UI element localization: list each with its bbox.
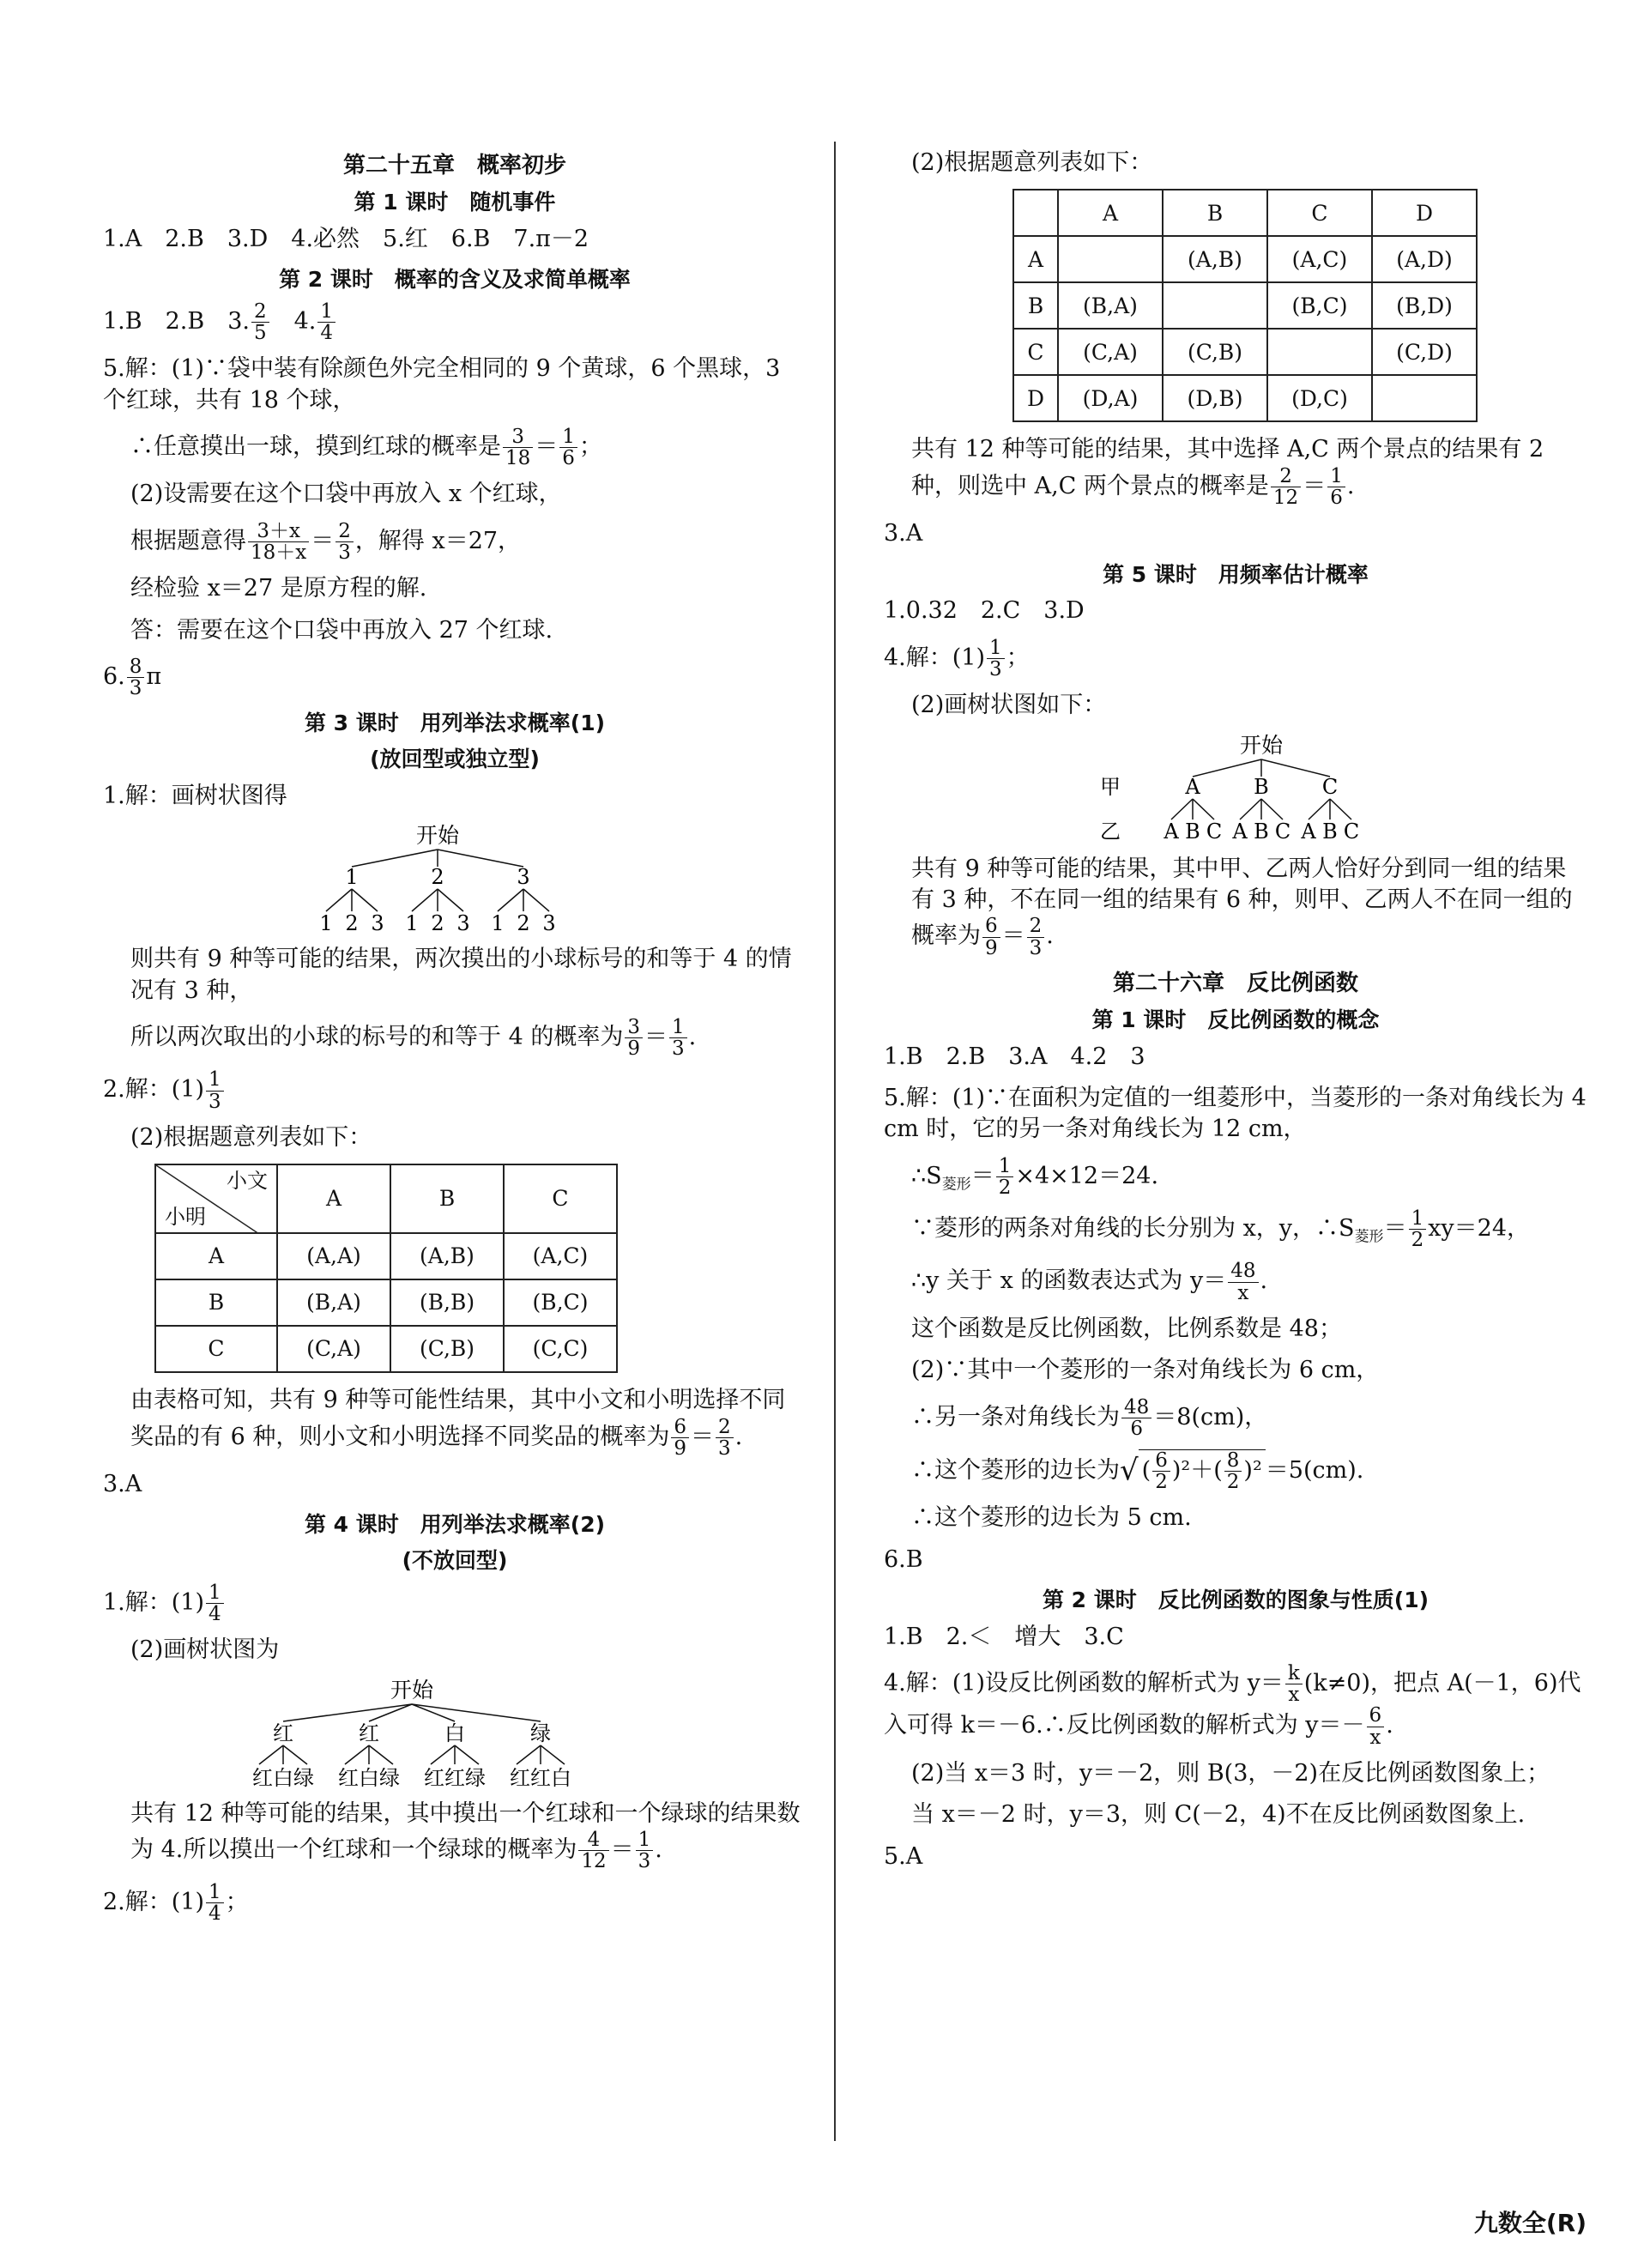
tree-diagram-3	[1098, 732, 1390, 844]
text: )²＋(	[1171, 1456, 1223, 1484]
row-header: C	[1013, 329, 1058, 375]
row-header: D	[1013, 375, 1058, 421]
numerator: 6	[1367, 1705, 1385, 1727]
table-corner-cell	[155, 1164, 277, 1233]
tree-leaf: 1	[491, 911, 505, 934]
table-cell: (C,A)	[277, 1326, 390, 1372]
numerator: 6	[1152, 1450, 1170, 1472]
c26-q5-line7	[884, 1397, 1587, 1439]
tree-root: 开始	[1239, 732, 1284, 758]
numerator: 3＋x	[248, 521, 309, 542]
fraction	[206, 1582, 224, 1624]
numerator: 1	[1327, 466, 1345, 487]
numerator: 1	[206, 1882, 224, 1903]
r-text1: 共有 12 种等可能的结果，其中选择 A,C 两个景点的结果有 2 种，则选中 A,C 两个景点的概率是 $\frac{2}{12}$ ＝ $\frac{1}{6}$ .	[911, 436, 1544, 510]
text: )²	[1243, 1456, 1262, 1484]
text: 6.	[103, 663, 125, 691]
col-header: A	[1058, 190, 1163, 236]
table-header-row	[155, 1164, 617, 1233]
text: ∵菱形的两条对角线的长分别为 x，y，∴S	[911, 1215, 1355, 1243]
denominator: 3	[989, 657, 1002, 680]
tree-leaf: B	[1185, 819, 1200, 844]
numerator: 1	[669, 1017, 687, 1038]
text: 共有 12 种等可能的结果，其中选择 A,C 两个景点的结果有 2 种，则选中 A,C 两个景点的概率是	[911, 436, 1544, 500]
table-row	[1013, 329, 1477, 375]
numerator: 48	[1121, 1397, 1151, 1418]
sqrt-radicand	[1139, 1449, 1266, 1492]
l3-q2-line2: (2)根据题意列表如下：	[130, 1123, 372, 1151]
tree-leaf: 1	[405, 911, 419, 934]
tree-branch: 1	[345, 865, 359, 890]
corner-bottom-label: 小明	[165, 1204, 206, 1229]
fraction	[1285, 1663, 1303, 1705]
l4-q1	[103, 1582, 807, 1624]
table-cell: (A,B)	[1163, 236, 1267, 282]
table-cell	[1267, 329, 1372, 375]
l3-q1: 1.解：画树状图得	[103, 782, 287, 809]
table-cell: (B,C)	[504, 1279, 617, 1326]
fraction	[1228, 1261, 1258, 1303]
lesson-1-answers: 1.A 2.B 3.D 4.必然 5.红 6.B 7.π－2	[103, 225, 589, 252]
table-cell: (C,C)	[504, 1326, 617, 1372]
numerator: 1	[1409, 1208, 1427, 1230]
numerator: 6	[982, 916, 1000, 937]
text: .	[1346, 473, 1355, 500]
l4-q1-line2: (2)画树状图为	[130, 1636, 280, 1664]
text: (	[1141, 1456, 1151, 1484]
corner-top-label: 小文	[227, 1169, 268, 1194]
tree-leaf: 3	[371, 911, 384, 934]
numerator: 1	[987, 638, 1005, 659]
tree-branch: C	[1321, 774, 1339, 799]
lesson-5-title: 第 5 课时 用频率估计概率	[1103, 561, 1369, 587]
text: .	[1386, 1712, 1393, 1739]
table-row	[1013, 236, 1477, 282]
text: 共有 12 种等可能的结果，其中摸出一个红球和一个绿球的结果数为 4.所以摸出一个红球和一个绿球的概率为	[130, 1799, 801, 1864]
tree-diagram-2	[232, 1677, 592, 1788]
tree-leaf: 红红白	[510, 1765, 571, 1788]
text: ＝5(cm).	[1265, 1456, 1364, 1484]
table-cell	[1163, 282, 1267, 329]
fraction	[1271, 466, 1301, 508]
fraction	[1367, 1705, 1385, 1747]
table-cell: (B,B)	[390, 1279, 504, 1326]
r-line1: (2)根据题意列表如下：	[911, 149, 1153, 176]
denominator: 2	[998, 1176, 1012, 1199]
tree-root: 开始	[415, 823, 460, 849]
denominator: 3	[1029, 936, 1043, 959]
table-cell: (B,A)	[277, 1279, 390, 1326]
lesson-2-answers	[103, 301, 807, 343]
fraction	[982, 916, 1000, 958]
numerator: 1	[317, 301, 335, 323]
denominator: 12	[581, 1850, 607, 1873]
text: 所以两次取出的小球的标号的和等于 4 的概率为	[130, 1024, 624, 1051]
fraction	[669, 1017, 687, 1059]
fraction	[636, 1830, 654, 1872]
c26-lesson-1-answers: 1.B 2.B 3.A 4.2 3	[884, 1043, 1145, 1070]
fraction	[317, 301, 335, 343]
table-cell: (A,C)	[504, 1233, 617, 1279]
table-cell: (A,A)	[277, 1233, 390, 1279]
q6-answer	[103, 656, 807, 699]
right-column	[884, 148, 1587, 1883]
text: ；	[578, 433, 602, 461]
fraction	[127, 656, 145, 699]
lesson-5-answers: 1.0.32 2.C 3.D	[884, 597, 1085, 625]
tree-leaf: 红红绿	[424, 1765, 486, 1788]
denominator: 4	[209, 1602, 221, 1625]
fraction	[559, 426, 577, 469]
fraction	[206, 1069, 224, 1111]
tree-leaf: 2	[345, 911, 359, 934]
c26-q5-line2	[884, 1156, 1587, 1198]
numerator: 2	[335, 521, 354, 542]
numerator: 1	[206, 1069, 224, 1091]
table-row	[155, 1279, 617, 1326]
text: .	[1046, 922, 1054, 950]
page-footer-label: 九数全(R)	[1473, 2209, 1587, 2237]
text: .	[688, 1024, 697, 1051]
table-corner-cell	[1013, 190, 1058, 236]
r-q3: 3.A	[884, 520, 923, 547]
tree-branch: B	[1254, 774, 1269, 799]
l3-q1-text1: 则共有 9 种等可能的结果，两次摸出的小球标号的和等于 4 的情况有 3 种，	[130, 946, 792, 1004]
q5-line5: 经检验 x＝27 是原方程的解.	[130, 575, 427, 602]
denominator: 4	[209, 1902, 221, 1926]
text: 由表格可知，共有 9 种等可能性结果，其中小文和小明选择不同奖品的有 6 种，则小文和小明选择不同奖品的概率为	[130, 1387, 786, 1450]
lesson-4-title: 第 4 课时 用列举法求概率(2)	[304, 1512, 606, 1538]
text: 共有 9 种等可能的结果，其中甲、乙两人恰好分到同一组的结果有 3 种，不在同一组的结果有 6 种，则甲、乙两人不在同一组的概率为	[911, 855, 1573, 950]
tree-branch: 白	[444, 1721, 465, 1745]
l4-q1-conclusion: 共有 12 种等可能的结果，其中摸出一个红球和一个绿球的结果数为 4.所以摸出一个红球和一个绿球的概率为 $\frac{4}{12}$ ＝ $\frac{1}{3}$ .	[130, 1799, 801, 1873]
fraction	[987, 638, 1005, 680]
fraction	[578, 1830, 608, 1872]
denominator: 2	[1226, 1470, 1240, 1493]
col-header: C	[504, 1164, 617, 1233]
numerator: 3	[625, 1017, 643, 1038]
text: π	[146, 663, 162, 691]
fraction	[206, 1882, 224, 1924]
table-cell: (C,D)	[1372, 329, 1477, 375]
numerator: 8	[127, 656, 145, 678]
c26-q5-line3	[884, 1208, 1587, 1250]
tree-leaf: 3	[542, 911, 556, 934]
l3-q2	[103, 1069, 807, 1111]
denominator: 18	[505, 447, 531, 470]
c26l2-q4-line3: 当 x＝－2 时，y＝3，则 C(－2，4)不在反比例函数图象上.	[911, 1801, 1526, 1829]
l3-q2-conclusion: 由表格可知，共有 9 种等可能性结果，其中小文和小明选择不同奖品的有 6 种，则小文和小明选择不同奖品的概率为 $\frac{6}{9}$ ＝ $\frac{2}{3}$ .	[130, 1387, 786, 1460]
denominator: 6	[1330, 487, 1343, 510]
tree-branch: 绿	[530, 1721, 551, 1745]
text: ，解得 x＝27，	[354, 528, 522, 555]
chapter-26-title: 第二十六章 反比例函数	[1112, 970, 1358, 996]
table-cell: (A,B)	[390, 1233, 504, 1279]
l4-q2	[103, 1882, 807, 1924]
answer-text: 1.B 2.B 3.	[103, 308, 250, 336]
q5-line1: 5.解：(1)∵袋中装有除颜色外完全相同的 9 个黄球，6 个黑球，3 个红球，共有 18 个球，	[103, 355, 781, 414]
tree-leaf: 红白绿	[338, 1765, 400, 1788]
table-cell: (B,A)	[1058, 282, 1163, 329]
text: ＝	[1383, 1215, 1407, 1243]
col-header: A	[277, 1164, 390, 1233]
table-cell	[1372, 375, 1477, 421]
table-cell	[1058, 236, 1163, 282]
denominator: x	[1237, 1281, 1249, 1304]
denominator: 2	[1411, 1229, 1424, 1252]
tree-leaf: 2	[431, 911, 444, 934]
c26l2-q5: 5.A	[884, 1842, 923, 1870]
table-row	[155, 1326, 617, 1372]
chapter-25-title: 第二十五章 概率初步	[342, 153, 566, 178]
table-cell: (B,C)	[1267, 282, 1372, 329]
numerator: 1	[559, 426, 577, 448]
text: ＝	[970, 1162, 994, 1189]
lesson-2-title: 第 2 课时 概率的含义及求简单概率	[279, 267, 631, 293]
q5-line6: 答：需要在这个口袋中再放入 27 个红球.	[130, 616, 553, 644]
text: .	[655, 1836, 662, 1864]
c26-q5-line6: (2)∵其中一个菱形的一条对角线长为 6 cm，	[911, 1357, 1380, 1384]
col-header: B	[390, 1164, 504, 1233]
tree-leaf: A	[1301, 819, 1316, 844]
tree-branch: 红	[273, 1721, 293, 1745]
tree-level-label: 甲	[1100, 774, 1121, 799]
fraction	[716, 1417, 734, 1459]
fraction	[251, 301, 269, 343]
denominator: 6	[562, 447, 575, 470]
table-cell: (C,B)	[390, 1326, 504, 1372]
denominator: 2	[1155, 1470, 1168, 1493]
c26l2-q4-line1	[884, 1663, 1587, 1748]
denominator: 3	[209, 1090, 221, 1113]
q5-line2: ∴任意摸出一球，摸到红球的概率是 $\frac{3}{18}$ ＝ $\frac{1}{6}$ ；	[130, 426, 602, 470]
text: (k≠0)，把点 A(－1，6)代入可得 k＝－6.∴反比例函数的解析式为 y＝－	[884, 1670, 1581, 1739]
tree-level-label: 乙	[1100, 819, 1121, 844]
text: 1.解：(1)	[103, 1588, 205, 1616]
text: 4.解：(1)	[884, 644, 986, 671]
table-cell: (B,D)	[1372, 282, 1477, 329]
subscript: 菱形	[1354, 1228, 1384, 1246]
text: 根据题意得	[130, 528, 246, 555]
fraction	[1027, 916, 1045, 958]
text: .	[1260, 1267, 1268, 1295]
c26-lesson-1-title: 第 1 课时 反比例函数的概念	[1091, 1007, 1380, 1032]
table-row	[155, 1233, 617, 1279]
text: ×4×12＝24.	[1015, 1162, 1159, 1189]
tree-branch: 3	[517, 865, 530, 890]
fraction	[1327, 466, 1345, 508]
denominator: x	[1369, 1726, 1381, 1749]
col-header: D	[1372, 190, 1477, 236]
numerator: 2	[251, 301, 269, 323]
denominator: 3	[717, 1436, 731, 1460]
table-scenic-spots	[1012, 189, 1478, 422]
denominator: x	[1288, 1684, 1300, 1707]
denominator: 3	[338, 541, 351, 565]
lesson-3-subtitle: (放回型或独立型)	[370, 747, 540, 772]
tree-branch: 2	[431, 865, 444, 890]
text: ∴y 关于 x 的函数表达式为 y＝	[911, 1267, 1227, 1295]
l3-q3: 3.A	[103, 1470, 142, 1497]
text: ＝8(cm)，	[1153, 1403, 1268, 1430]
fraction	[1409, 1208, 1427, 1250]
l5-conclusion: 共有 9 种等可能的结果，其中甲、乙两人恰好分到同一组的结果有 3 种，不在同一组的结果有 6 种，则甲、乙两人不在同一组的概率为 $\frac{6}{9}$ ＝ $\frac{2}{3}$ .	[911, 855, 1573, 959]
c26-q5-line1: 5.解：(1)∵在面积为定值的一组菱形中，当菱形的一条对角线长为 4 cm 时，它的另一条对角线长为 12 cm，	[884, 1084, 1587, 1143]
text: xy＝24，	[1428, 1215, 1531, 1243]
fraction	[996, 1156, 1014, 1198]
tree-leaf: 1	[319, 911, 333, 934]
row-header: A	[1013, 236, 1058, 282]
text: 4.解：(1)设反比例函数的解析式为 y＝	[884, 1670, 1284, 1697]
numerator: 2	[1271, 466, 1301, 487]
table-header-row	[1013, 190, 1477, 236]
numerator: 2	[716, 1417, 734, 1438]
numerator: 48	[1228, 1261, 1258, 1282]
c26l2-q4-line2: (2)当 x＝3 时，y＝－2，则 B(3，－2)在反比例函数图象上；	[911, 1759, 1550, 1787]
row-header: B	[155, 1279, 277, 1326]
fraction	[1152, 1450, 1170, 1492]
table-cell: (A,C)	[1267, 236, 1372, 282]
fraction	[1224, 1450, 1242, 1492]
denominator: 9	[674, 1436, 686, 1460]
col-header: B	[1163, 190, 1267, 236]
tree-leaf: 2	[517, 911, 530, 934]
lesson-1-title: 第 1 课时 随机事件	[354, 190, 556, 215]
denominator: 9	[985, 936, 998, 959]
column-divider	[834, 142, 836, 2141]
numerator: k	[1285, 1663, 1303, 1684]
text: 2.解：(1)	[103, 1889, 205, 1916]
table-row	[1013, 282, 1477, 329]
numerator: 1	[996, 1156, 1014, 1177]
numerator: 1	[206, 1582, 224, 1604]
table-row	[1013, 375, 1477, 421]
c26-lesson-2-title: 第 2 课时 反比例函数的图象与性质(1)	[1042, 1587, 1429, 1612]
fraction	[1121, 1397, 1151, 1439]
row-header: B	[1013, 282, 1058, 329]
left-column	[103, 144, 807, 1935]
q5-line3: (2)设需要在这个口袋中再放入 x 个红球，	[130, 481, 562, 508]
tree-leaf: B	[1254, 819, 1269, 844]
fraction	[671, 1417, 689, 1459]
denominator: 3	[129, 677, 142, 700]
denominator: 18＋x	[251, 541, 307, 565]
tree-leaf: 红白绿	[252, 1765, 314, 1788]
lesson-4-subtitle: (不放回型)	[402, 1548, 508, 1574]
text: .	[734, 1423, 743, 1450]
text: ；	[1006, 644, 1030, 671]
table-cell: (C,A)	[1058, 329, 1163, 375]
denominator: 5	[253, 322, 267, 345]
tree-leaf: C	[1343, 819, 1360, 844]
numerator: 8	[1224, 1450, 1242, 1472]
denominator: 3	[671, 1037, 685, 1061]
col-header: C	[1267, 190, 1372, 236]
sqrt-sign: √	[1120, 1453, 1139, 1488]
c26-q6: 6.B	[884, 1545, 923, 1573]
tree-leaf: A	[1232, 819, 1248, 844]
tree-leaf: C	[1206, 819, 1223, 844]
text: ∴这个菱形的边长为	[911, 1456, 1120, 1484]
tree-leaf: B	[1322, 819, 1338, 844]
subscript: 菱形	[941, 1176, 971, 1194]
denominator: 6	[1130, 1417, 1143, 1440]
text: ∴S	[911, 1162, 942, 1189]
row-header: A	[155, 1233, 277, 1279]
tree-branch: 红	[359, 1721, 379, 1745]
c26-q5-line8	[884, 1449, 1587, 1492]
c26-q5-line4	[884, 1261, 1587, 1303]
numerator: 3	[503, 426, 533, 448]
l5-q4	[884, 638, 1587, 680]
numerator: 4	[578, 1830, 608, 1851]
denominator: 12	[1272, 487, 1299, 510]
numerator: 2	[1027, 916, 1045, 937]
table-cell: (C,B)	[1163, 329, 1267, 375]
fraction	[625, 1017, 643, 1059]
denominator: 3	[638, 1850, 651, 1873]
row-header: C	[155, 1326, 277, 1372]
denominator: 9	[627, 1037, 640, 1061]
tree-root: 开始	[390, 1677, 434, 1703]
tree-leaf: 3	[456, 911, 470, 934]
lesson-3-title: 第 3 课时 用列举法求概率(1)	[304, 711, 606, 736]
fraction	[335, 521, 354, 563]
tree-leaf: A	[1164, 819, 1179, 844]
tree-branch: A	[1185, 774, 1200, 799]
table-cell: (D,A)	[1058, 375, 1163, 421]
text: ∴另一条对角线长为	[911, 1403, 1120, 1430]
c26-q5-line9: ∴这个菱形的边长为 5 cm.	[911, 1504, 1192, 1532]
numerator: 1	[636, 1830, 654, 1851]
answer-text: 4.	[270, 308, 317, 336]
c26-q5-line5: 这个函数是反比例函数，比例系数是 48；	[911, 1315, 1342, 1342]
c26-lesson-2-answers: 1.B 2.＜ 增大 3.C	[884, 1623, 1124, 1650]
tree-diagram-1	[300, 822, 575, 934]
fraction	[503, 426, 533, 469]
table-prize-choice	[154, 1164, 618, 1373]
fraction	[248, 521, 309, 563]
tree-leaf: C	[1274, 819, 1291, 844]
table-cell: (D,B)	[1163, 375, 1267, 421]
q5-line4: 根据题意得 $\frac{3+x}{18+x}$ ＝ $\frac{2}{3}$ ，解得 x＝27，	[130, 519, 522, 565]
text: ∴任意摸出一球，摸到红球的概率是	[130, 433, 501, 461]
text: ；	[225, 1889, 249, 1916]
table-cell: (D,C)	[1267, 375, 1372, 421]
l3-q1-text2: 所以两次取出的小球的标号的和等于 4 的概率为 $\frac{3}{9}$ ＝ $\frac{1}{3}$ .	[130, 1016, 697, 1061]
l5-q4-line2: (2)画树状图如下：	[911, 692, 1107, 719]
table-cell: (A,D)	[1372, 236, 1477, 282]
numerator: 6	[671, 1417, 689, 1438]
denominator: 4	[320, 322, 334, 345]
text: 2.解：(1)	[103, 1076, 205, 1104]
